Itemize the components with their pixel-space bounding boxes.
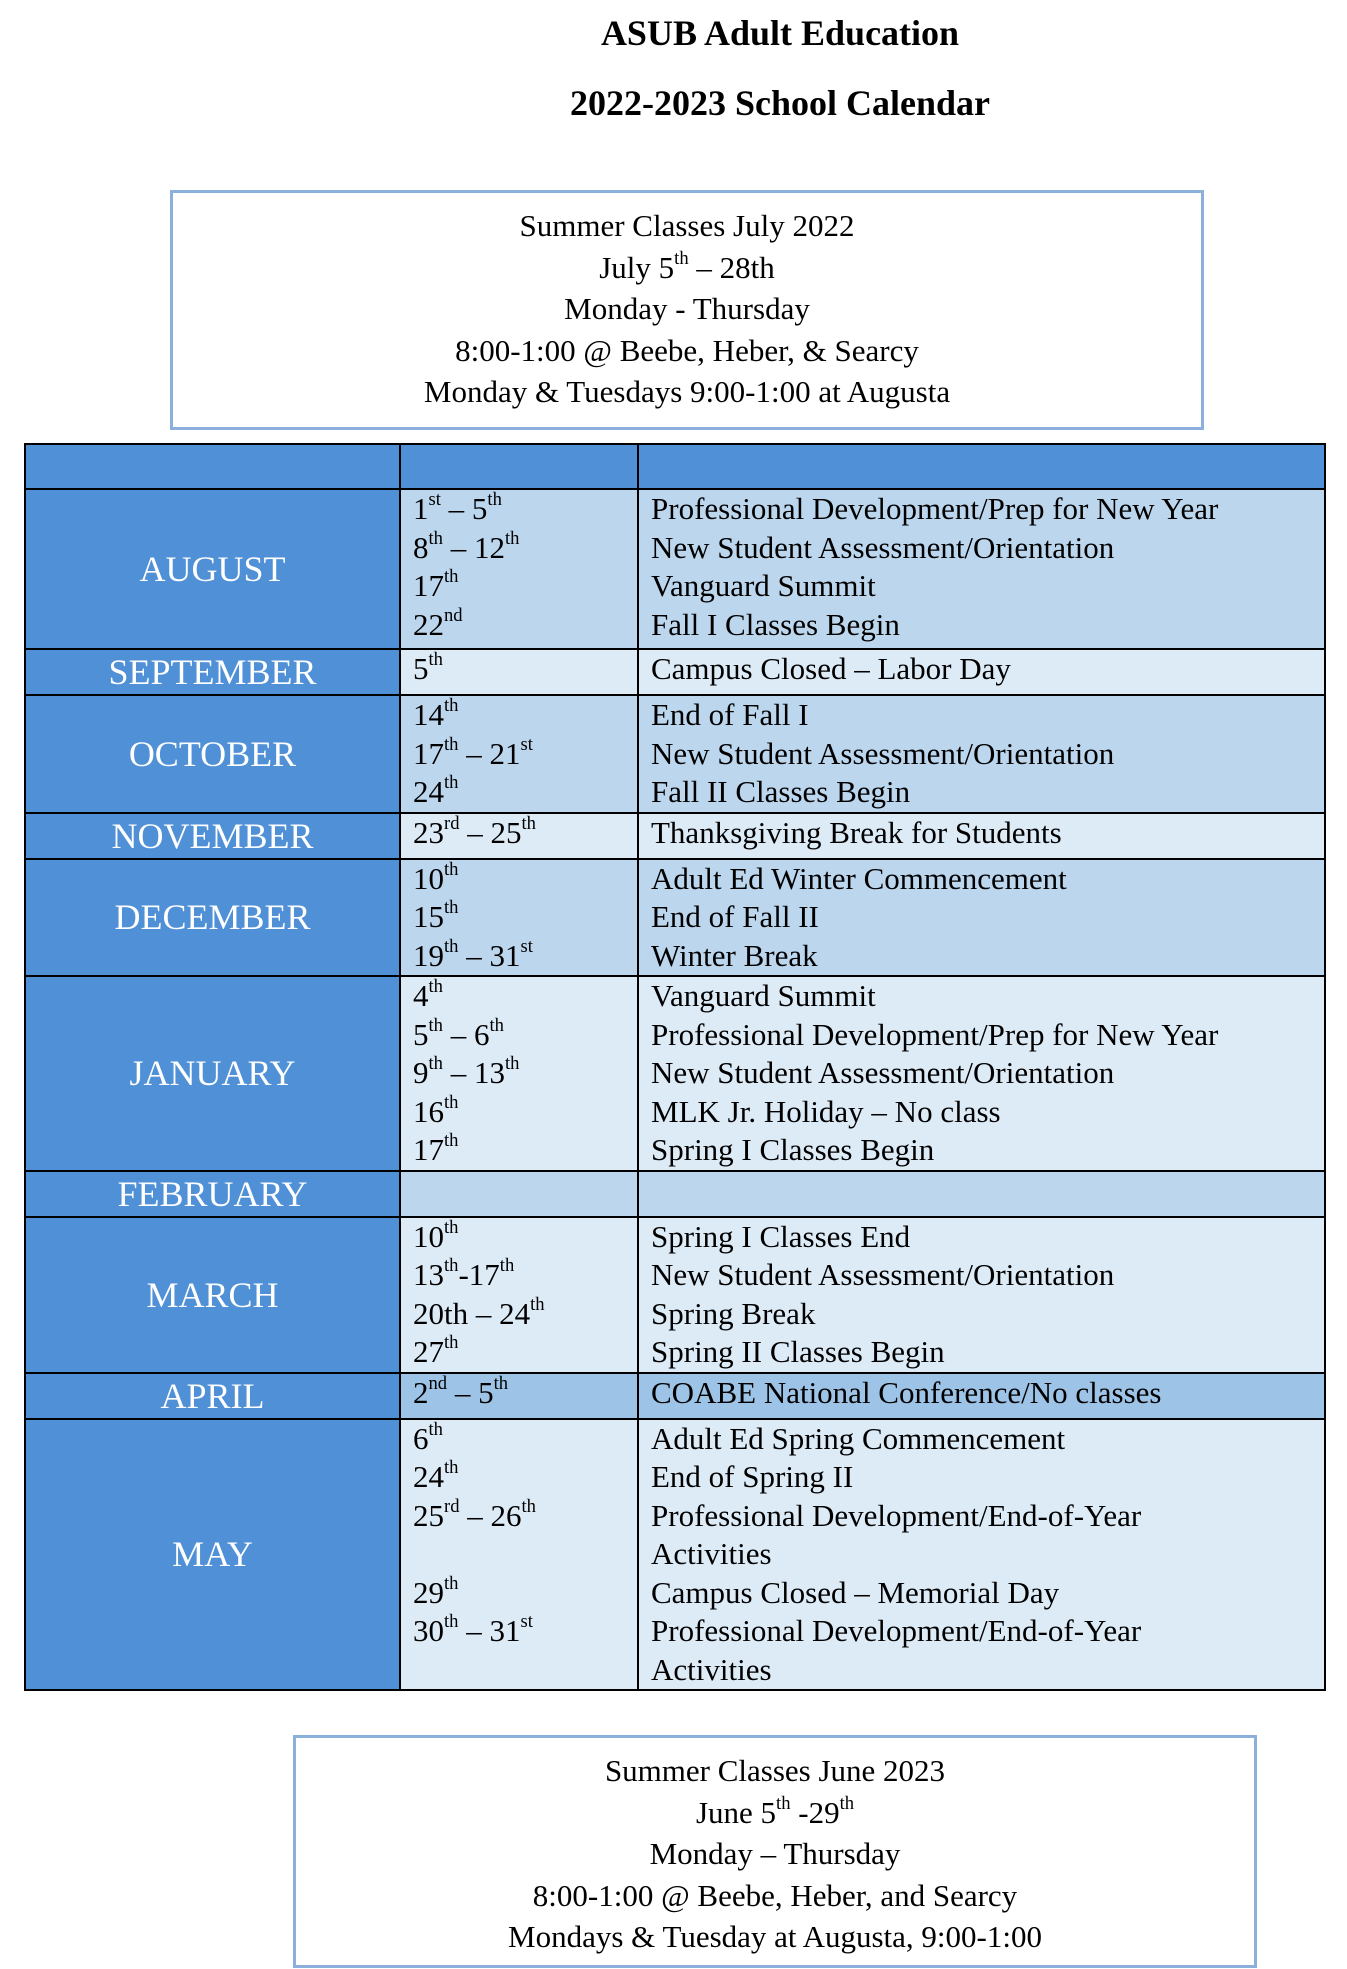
events-cell — [638, 1419, 1325, 1691]
date-entry: 8th – 12th — [413, 527, 520, 565]
date-entry: 2nd – 5th — [413, 1372, 509, 1410]
date-entry: 30th – 31st — [413, 1611, 533, 1648]
summer-classes-june-box — [293, 1735, 1257, 1968]
date-entry: 5th – 6th — [413, 1014, 504, 1052]
event-entry: New Student Assessment/Orientation — [651, 735, 1115, 771]
date-entry: 20th – 24th — [413, 1293, 545, 1331]
events-cell — [638, 695, 1325, 813]
events-cell — [638, 489, 1325, 649]
event-entry: New Student Assessment/Orientation — [651, 529, 1115, 565]
month-row-january — [25, 976, 1325, 1171]
event-entry: Professional Development/End-of-Year Activities — [651, 1613, 1142, 1687]
summer-bottom-hours: 8:00-1:00 @ Beebe, Heber, and Searcy — [532, 1877, 1018, 1913]
summer-top-hours: 8:00-1:00 @ Beebe, Heber, & Searcy — [455, 332, 919, 368]
dates-cell — [400, 1419, 638, 1691]
event-entry: Adult Ed Spring Commencement — [651, 1420, 1066, 1456]
events-cell — [638, 1171, 1325, 1217]
month-label: JANUARY — [25, 976, 400, 1171]
calendar-table — [24, 443, 1326, 1691]
summer-top-heading: Summer Classes July 2022 — [519, 208, 855, 243]
events-cell — [638, 1373, 1325, 1419]
header-cell-date — [400, 444, 638, 489]
event-entry: Professional Development/Prep for New Year — [651, 1016, 1219, 1052]
date-entry: 9th – 13th — [413, 1053, 520, 1090]
event-entry: Vanguard Summit — [651, 568, 876, 603]
event-entry: Vanguard Summit — [651, 978, 876, 1013]
event-entry: Spring I Classes End — [651, 1218, 911, 1254]
event-entry: Professional Development/Prep for New Year — [651, 491, 1219, 526]
table-header-row — [25, 444, 1325, 489]
event-entry: Fall II Classes Begin — [651, 774, 911, 809]
event-entry: Fall I Classes Begin — [651, 606, 900, 642]
month-label: APRIL — [25, 1373, 400, 1419]
page-subtitle: 2022-2023 School Calendar — [569, 83, 990, 123]
event-entry: Adult Ed Winter Commencement — [651, 860, 1067, 896]
month-row-october — [25, 695, 1325, 813]
summer-top-days: Monday - Thursday — [564, 291, 810, 326]
month-row-september — [25, 649, 1325, 695]
summer-bottom-augusta: Mondays & Tuesday at Augusta, 9:00-1:00 — [508, 1919, 1042, 1954]
header-cell-event — [638, 444, 1325, 489]
dates-cell — [400, 859, 638, 977]
month-label: FEBRUARY — [25, 1171, 400, 1217]
dates-cell — [400, 1217, 638, 1373]
dates-cell — [400, 1171, 638, 1217]
date-entry: 14th — [413, 695, 459, 732]
date-entry: 24th — [413, 1457, 459, 1494]
date-entry: 29th — [413, 1572, 459, 1610]
date-entry: 24th — [413, 772, 459, 809]
month-label: NOVEMBER — [25, 813, 400, 859]
dates-cell — [400, 649, 638, 695]
dates-cell — [400, 489, 638, 649]
date-entry: 17th — [413, 566, 459, 603]
date-entry: 6th — [413, 1418, 443, 1456]
events-cell — [638, 649, 1325, 695]
summer-top-augusta: Monday & Tuesdays 9:00-1:00 at Augusta — [423, 374, 951, 409]
date-entry: 13th-17th — [413, 1255, 515, 1292]
month-label: DECEMBER — [25, 859, 400, 977]
month-label: AUGUST — [25, 489, 400, 649]
event-entry: Campus Closed – Labor Day — [651, 651, 1011, 686]
event-entry: New Student Assessment/Orientation — [651, 1055, 1115, 1090]
event-entry: Spring I Classes Begin — [651, 1132, 935, 1167]
dates-cell — [400, 813, 638, 859]
event-entry: COABE National Conference/No classes — [651, 1374, 1162, 1410]
date-entry: 17th – 21st — [413, 733, 533, 771]
month-row-december — [25, 859, 1325, 977]
summer-bottom-days: Monday – Thursday — [649, 1836, 901, 1871]
date-entry: 4th — [413, 976, 443, 1013]
event-entry: End of Spring II — [651, 1459, 854, 1494]
event-entry: Thanksgiving Break for Students — [651, 814, 1062, 850]
event-entry: Professional Development/End-of-Year Activities — [651, 1497, 1142, 1571]
month-row-november — [25, 813, 1325, 859]
date-entry: 16th — [413, 1091, 459, 1129]
event-entry: End of Fall II — [651, 899, 819, 934]
events-cell — [638, 976, 1325, 1171]
date-entry: 23rd – 25th — [413, 812, 536, 850]
date-entry: 15th — [413, 897, 459, 934]
date-entry: 27th — [413, 1332, 459, 1369]
month-row-february — [25, 1171, 1325, 1217]
summer-classes-july-box — [170, 190, 1204, 430]
summer-top-dates: July 5th – 28th — [599, 247, 775, 285]
month-label: OCTOBER — [25, 695, 400, 813]
events-cell — [638, 813, 1325, 859]
events-cell — [638, 859, 1325, 977]
month-row-march — [25, 1217, 1325, 1373]
summer-bottom-heading: Summer Classes June 2023 — [604, 1753, 946, 1788]
date-entry: 10th — [413, 858, 459, 896]
header-cell-month — [25, 444, 400, 489]
summer-bottom-dates: June 5th -29th — [695, 1792, 855, 1830]
dates-cell — [400, 695, 638, 813]
date-entry: 1st – 5th — [413, 489, 502, 526]
event-entry: Campus Closed – Memorial Day — [651, 1574, 1060, 1610]
month-row-may — [25, 1419, 1325, 1691]
dates-cell — [400, 976, 638, 1171]
month-row-august — [25, 489, 1325, 649]
event-entry: Winter Break — [651, 937, 818, 973]
date-entry: 10th — [413, 1216, 459, 1254]
event-entry: New Student Assessment/Orientation — [651, 1257, 1115, 1292]
month-label: SEPTEMBER — [25, 649, 400, 695]
events-cell — [638, 1217, 1325, 1373]
page-title: ASUB Adult Education — [600, 13, 960, 53]
month-label: MARCH — [25, 1217, 400, 1373]
event-entry: Spring II Classes Begin — [651, 1334, 945, 1369]
month-label: MAY — [25, 1419, 400, 1691]
event-entry: MLK Jr. Holiday – No class — [651, 1093, 1001, 1129]
date-entry: 19th – 31st — [413, 935, 533, 973]
month-row-april — [25, 1373, 1325, 1419]
date-entry: 25rd – 26th — [413, 1495, 536, 1533]
dates-cell — [400, 1373, 638, 1419]
date-entry: 5th — [413, 649, 443, 686]
date-entry: 22nd — [413, 604, 463, 642]
event-entry: End of Fall I — [651, 697, 809, 732]
event-entry: Spring Break — [651, 1295, 816, 1331]
date-entry: 17th — [413, 1130, 459, 1167]
